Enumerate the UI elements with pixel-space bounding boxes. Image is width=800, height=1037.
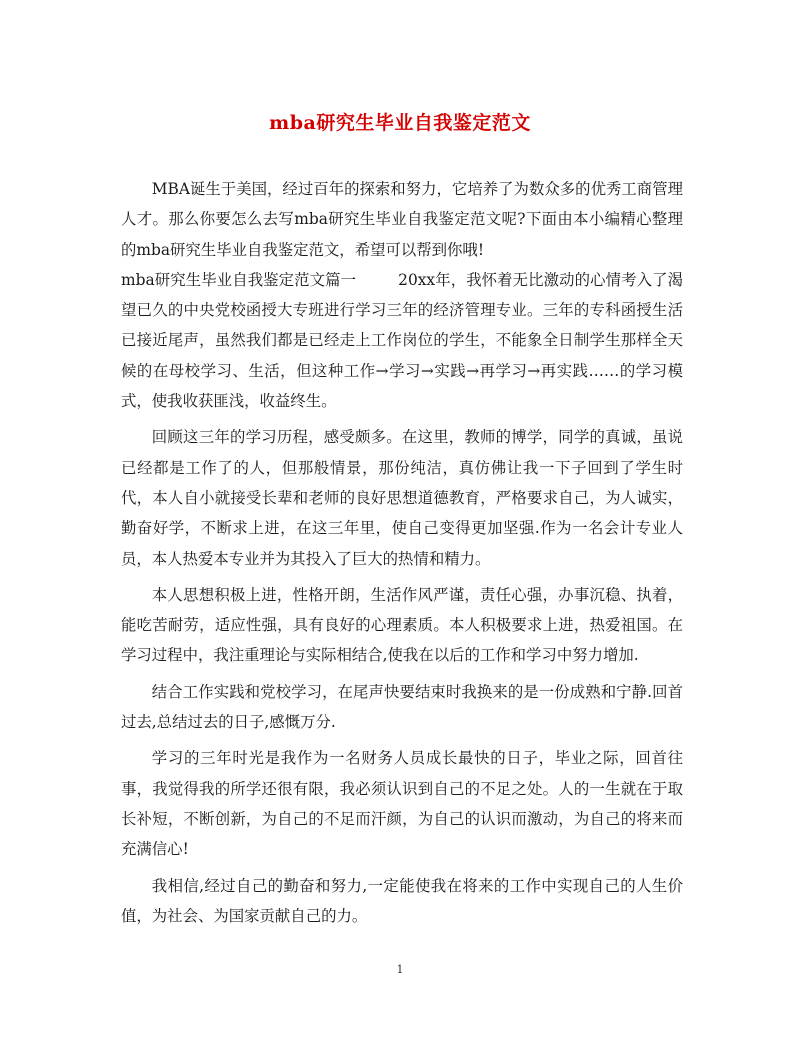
section-heading: mba研究生毕业自我鉴定范文篇一 (121, 270, 357, 289)
body-paragraph-belief: 我相信,经过自己的勤奋和努力,一定能使我在将来的工作中实现自己的人生价值，为社会、为国家贡献自己的力。 (121, 876, 683, 925)
body-paragraph-practice: 结合工作实践和党校学习，在尾声快要结束时我换来的是一份成熟和宁静.回首过去,总结过去的日子,感慨万分. (121, 682, 683, 732)
section-paragraph (121, 265, 683, 416)
page-number: 1 (396, 963, 404, 976)
document-body (121, 174, 683, 937)
section-first-text: 20xx年，我怀着无比激动的心情考入了渴望已久的中央党校函授大专班进行学习三年的经济管理专业。三年的专科函授生活已接近尾声，虽然我们都是已经走上工作岗位的学生，不能象全日制学生那样全天候的在母校学习、生活，但这种工作→学习→实践→再学习→再实践……的学习模式，使我收获匪浅，收益终生。 (121, 270, 684, 411)
body-paragraph-character: 本人思想积极上进，性格开朗，生活作风严谨，责任心强，办事沉稳、执着，能吃苦耐劳，适应性强，具有良好的心理素质。本人积极要求上进，热爱祖国。在学习过程中，我注重理论与实际相结合,使我在以后的工作和学习中努力增加. (121, 585, 683, 665)
intro-paragraph: MBA诞生于美国，经过百年的探索和努力，它培养了为数众多的优秀工商管理人才。那么你要怎么去写mba研究生毕业自我鉴定范文呢?下面由本小编精心整理的mba研究生毕业自我鉴定范文，希望可以帮到你哦! (121, 180, 683, 259)
document-title: mba研究生毕业自我鉴定范文 (269, 112, 531, 134)
body-paragraph-review: 回顾这三年的学习历程，感受颇多。在这里，教师的博学，同学的真诚，虽说已经都是工作了的人，但那般情景，那份纯洁，真仿佛让我一下子回到了学生时代，本人自小就接受长辈和老师的良好思想道德教育，严格要求自己，为人诚实，勤奋好学，不断求上进，在这三年里，使自己变得更加坚强.作为一名会计专业人员，本人热爱本专业并为其投入了巨大的热情和精力。 (121, 428, 683, 568)
body-paragraph-growth: 学习的三年时光是我作为一名财务人员成长最快的日子，毕业之际，回首往事，我觉得我的所学还很有限，我必须认识到自己的不足之处。人的一生就在于取长补短，不断创新，为自己的不足而汗颜，为自己的认识而激动，为自己的将来而充满信心! (121, 749, 683, 859)
